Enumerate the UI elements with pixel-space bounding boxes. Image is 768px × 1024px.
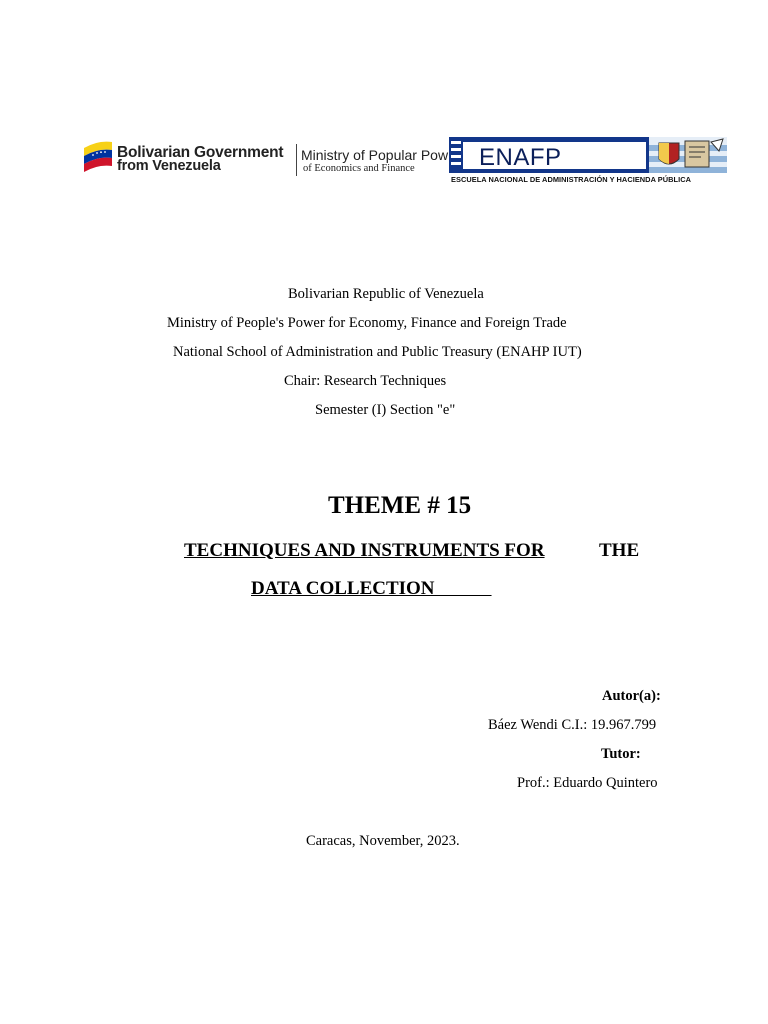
author-name: Báez Wendi C.I.: 19.967.799 bbox=[488, 717, 657, 733]
author-label: Autor(a): bbox=[602, 688, 661, 704]
place-date: Caracas, November, 2023. bbox=[306, 833, 460, 849]
institution-line-5: Semester (I) Section "e" bbox=[315, 402, 456, 418]
enafp-logo-text-panel bbox=[463, 142, 646, 169]
venezuela-flag-icon bbox=[82, 138, 114, 172]
enafp-logo-banner bbox=[449, 137, 727, 173]
enafp-logo bbox=[449, 137, 727, 185]
institution-line-1: Bolivarian Republic of Venezuela bbox=[288, 286, 484, 302]
logo-divider bbox=[296, 144, 297, 176]
institution-line-2: Ministry of People's Power for Economy, Finance and Foreign Trade bbox=[167, 315, 567, 331]
shield-emblem-icon bbox=[649, 137, 727, 173]
ministry-name-line-2: of Economics and Finance bbox=[303, 163, 415, 174]
enafp-acronym: ENAFP bbox=[479, 144, 562, 171]
institution-line-4: Chair: Research Techniques bbox=[284, 373, 447, 389]
tutor-name: Prof.: Eduardo Quintero bbox=[517, 775, 658, 791]
title-line-1-rest: THE bbox=[599, 540, 640, 561]
tutor-label: Tutor: bbox=[601, 746, 641, 762]
government-name-line-1: Bolivarian Government bbox=[117, 144, 284, 161]
government-logo bbox=[82, 136, 462, 180]
title-line-2: DATA COLLECTION bbox=[251, 578, 492, 599]
institution-line-3: National School of Administration and Public Treasury (ENAHP IUT) bbox=[173, 344, 582, 360]
title-line-1-underlined: TECHNIQUES AND INSTRUMENTS FOR bbox=[184, 540, 545, 561]
theme-heading: THEME # 15 bbox=[328, 492, 472, 519]
ministry-name-line-1: Ministry of Popular Pow bbox=[301, 147, 449, 163]
government-name-line-2: from Venezuela bbox=[117, 158, 221, 174]
enafp-subtitle: ESCUELA NACIONAL DE ADMINISTRACIÓN Y HACIENDA PÚBLICA bbox=[451, 175, 691, 184]
